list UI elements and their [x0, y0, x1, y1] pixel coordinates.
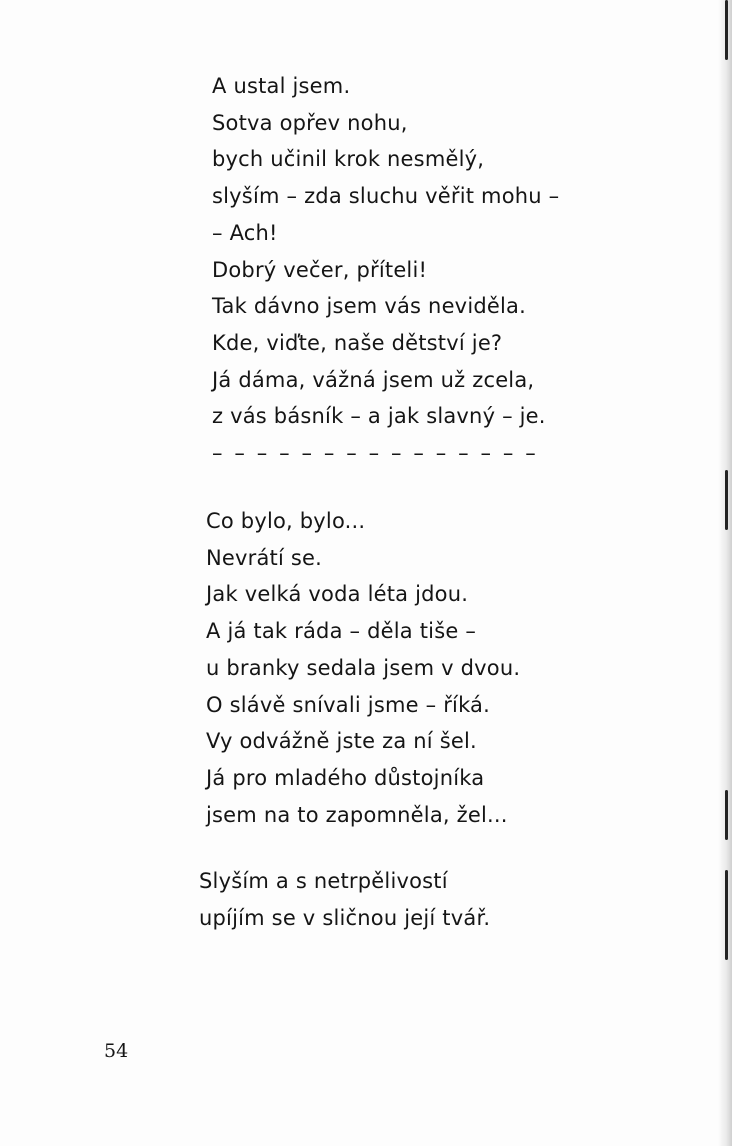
- poem-line: Tak dávno jsem vás neviděla.: [212, 294, 526, 319]
- dash-separator: – – – – – – – – – – – – – – –: [212, 441, 539, 466]
- poem-line: Já pro mladého důstojníka: [206, 765, 485, 790]
- poem-line: z vás básník – a jak slavný – je.: [212, 404, 546, 429]
- poem-line: Kde, viďte, naše dětství je?: [212, 330, 503, 355]
- poem-line: Dobrý večer, příteli!: [212, 257, 428, 282]
- scan-edge-mark: [725, 0, 728, 60]
- poem-stanza-3: [199, 863, 490, 936]
- poem-line: Sotva opřev nohu,: [212, 110, 408, 135]
- poem-line: Jak velká voda léta jdou.: [206, 582, 469, 607]
- poem-line: Co bylo, bylo...: [206, 509, 366, 533]
- page-number: 54: [104, 1040, 129, 1062]
- poem-line: upíjím se v sličnou její tvář.: [199, 905, 491, 930]
- poem-stanza-1: [212, 68, 559, 472]
- poem-line: Nevrátí se.: [206, 545, 323, 570]
- poem-line: Slyším a s netrpělivostí: [199, 869, 448, 893]
- poem-line: bych učinil krok nesmělý,: [212, 147, 485, 172]
- scan-edge-mark: [725, 870, 728, 960]
- scan-edge-mark: [725, 470, 728, 530]
- scan-edge-mark: [725, 790, 728, 840]
- poem-line: Vy odvážně jste za ní šel.: [206, 729, 477, 754]
- poem-line: A ustal jsem.: [212, 74, 351, 98]
- poem-line: – Ach!: [212, 220, 278, 245]
- poem-line: A já tak ráda – děla tiše –: [206, 619, 477, 644]
- poem-line: u branky sedala jsem v dvou.: [206, 655, 521, 680]
- scan-edge-shadow: [718, 0, 732, 1146]
- poem-line: slyším – zda sluchu věřit mohu –: [212, 184, 560, 209]
- poem-stanza-2: [206, 503, 520, 833]
- poem-line: jsem na to zapomněla, žel...: [206, 802, 508, 827]
- poem-line: O slávě snívali jsme – říká.: [206, 692, 491, 717]
- poem-line: Já dáma, vážná jsem už zcela,: [212, 367, 535, 392]
